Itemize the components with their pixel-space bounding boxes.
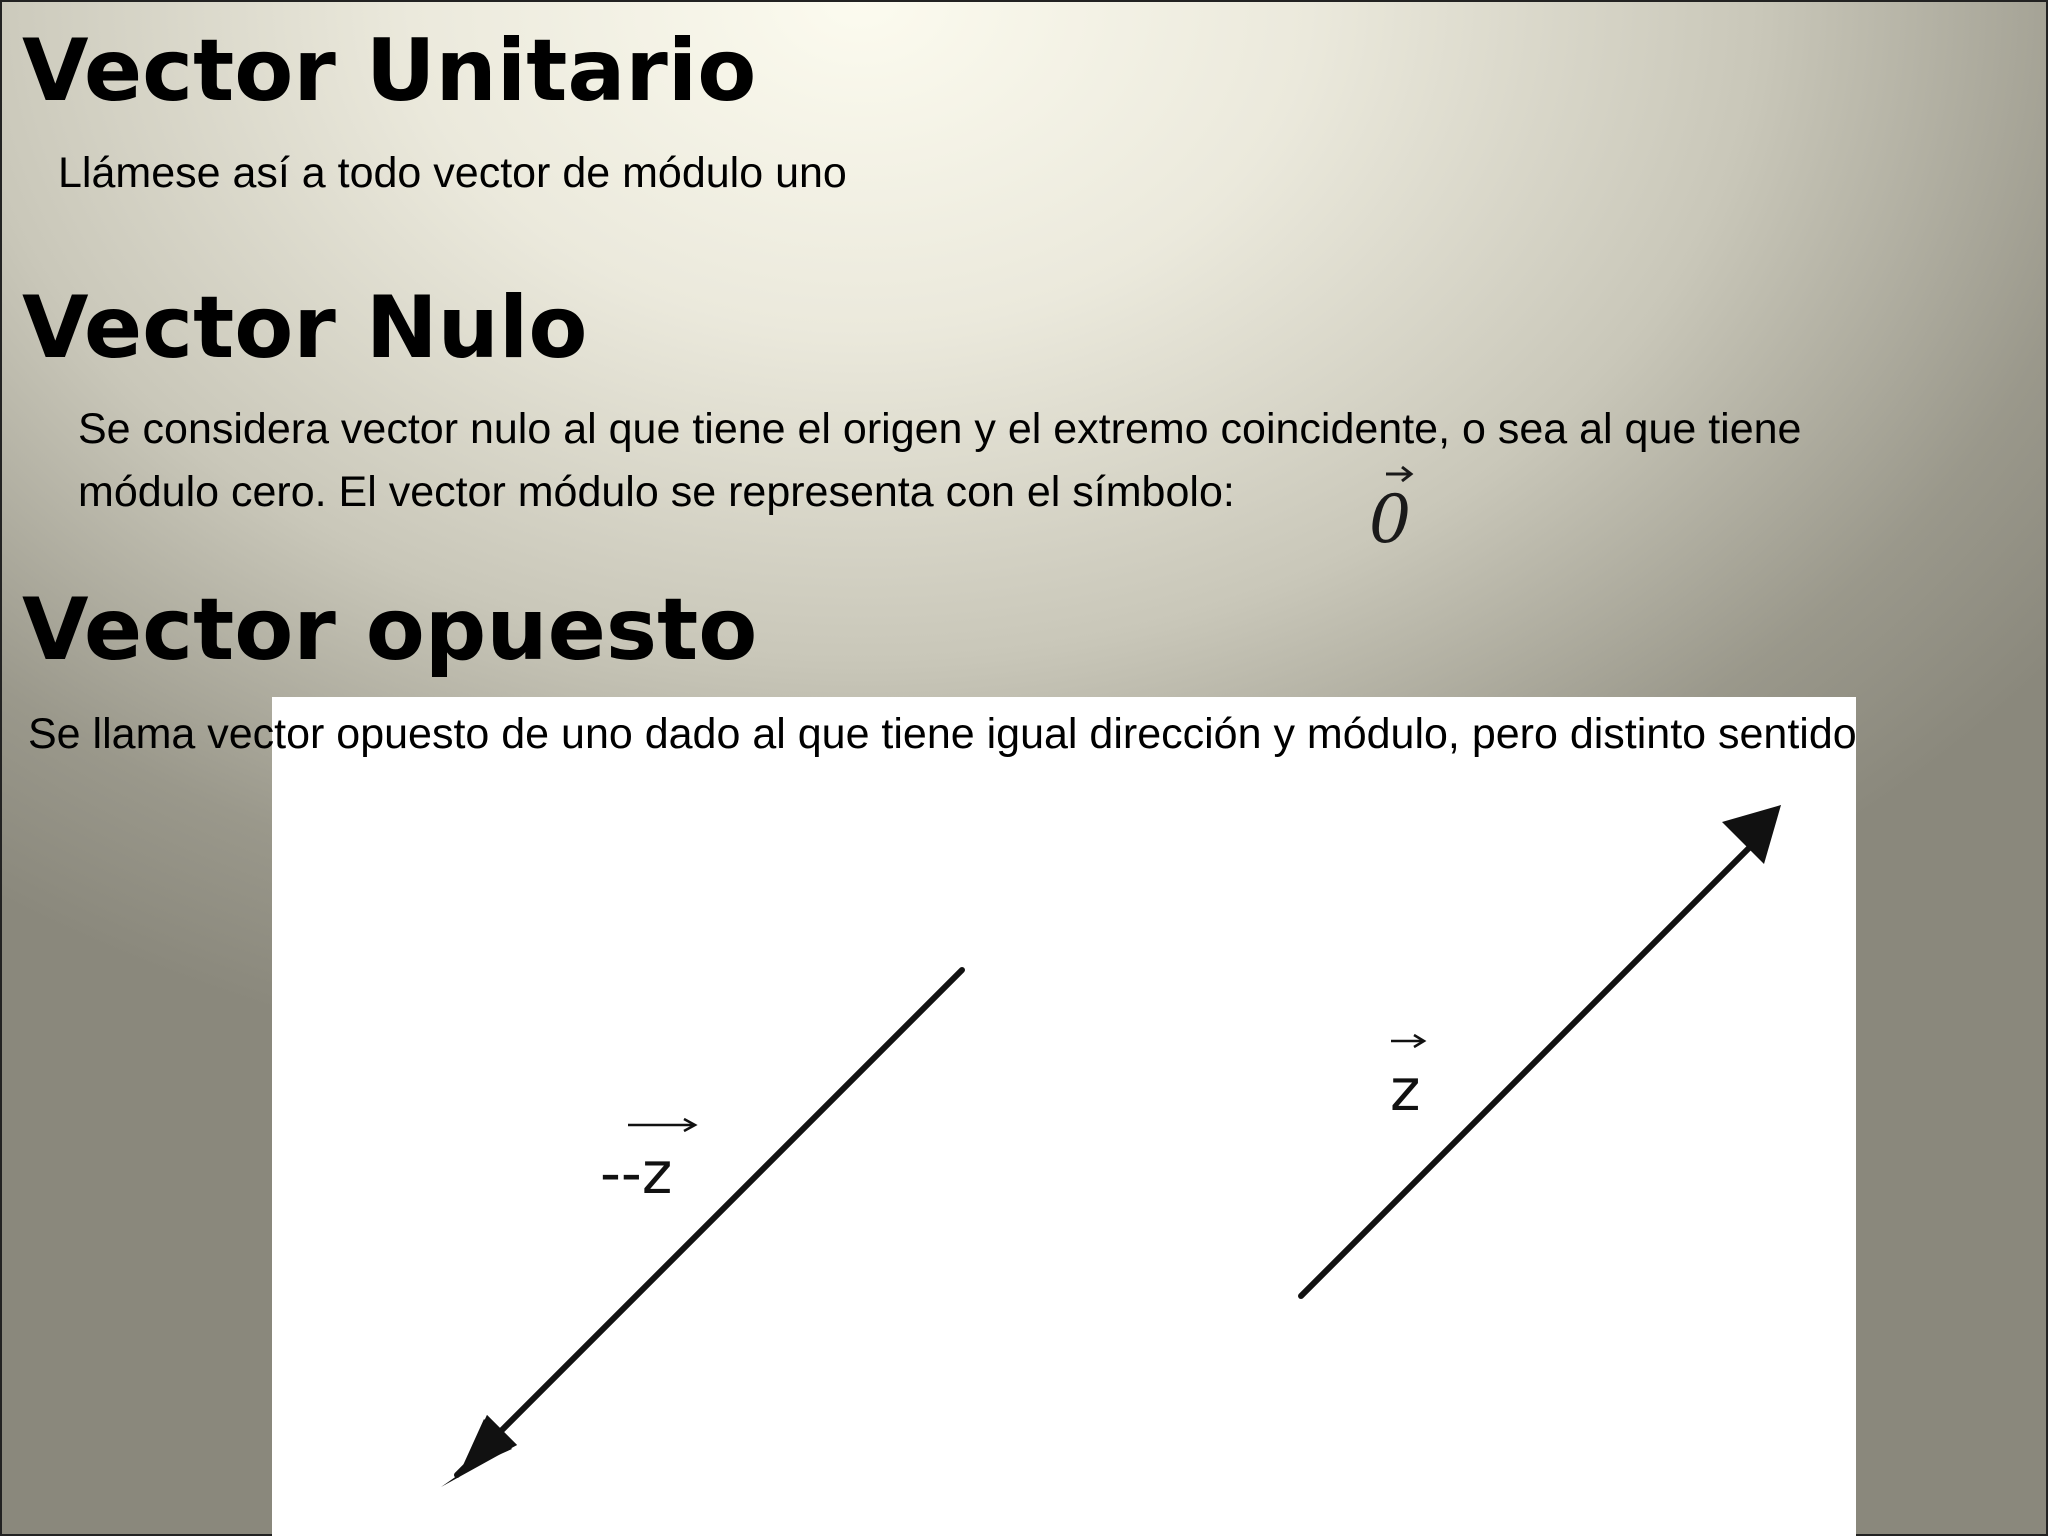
opposite-vector bbox=[441, 970, 962, 1487]
heading-vector-nulo: Vector Nulo bbox=[22, 278, 588, 378]
opposite-vector-label-text: --z bbox=[600, 1139, 673, 1207]
text-vector-unitario: Llámese así a todo vector de módulo uno bbox=[58, 149, 847, 197]
original-vector-label-text: z bbox=[1390, 1056, 1421, 1124]
diagram-canvas bbox=[272, 697, 1856, 1536]
text-vector-nulo-line2: módulo cero. El vector módulo se representa con el símbolo: bbox=[78, 468, 1235, 516]
heading-vector-unitario: Vector Unitario bbox=[22, 21, 757, 121]
original-vector-label bbox=[1390, 1035, 1424, 1124]
opposite-vectors-diagram bbox=[272, 697, 1856, 1536]
original-vector bbox=[1301, 805, 1781, 1296]
text-vector-opuesto: Se llama vector opuesto de uno dado al que tiene igual dirección y módulo, pero distinto sentido bbox=[28, 710, 1857, 758]
zero-vector-label: 0 bbox=[1369, 481, 1411, 552]
heading-vector-opuesto: Vector opuesto bbox=[22, 580, 758, 680]
opposite-vector-label bbox=[600, 1119, 695, 1207]
text-vector-nulo-line1: Se considera vector nulo al que tiene el origen y el extremo coincidente, o sea al que tiene bbox=[78, 405, 1802, 453]
zero-vector-symbol bbox=[1360, 462, 1420, 552]
